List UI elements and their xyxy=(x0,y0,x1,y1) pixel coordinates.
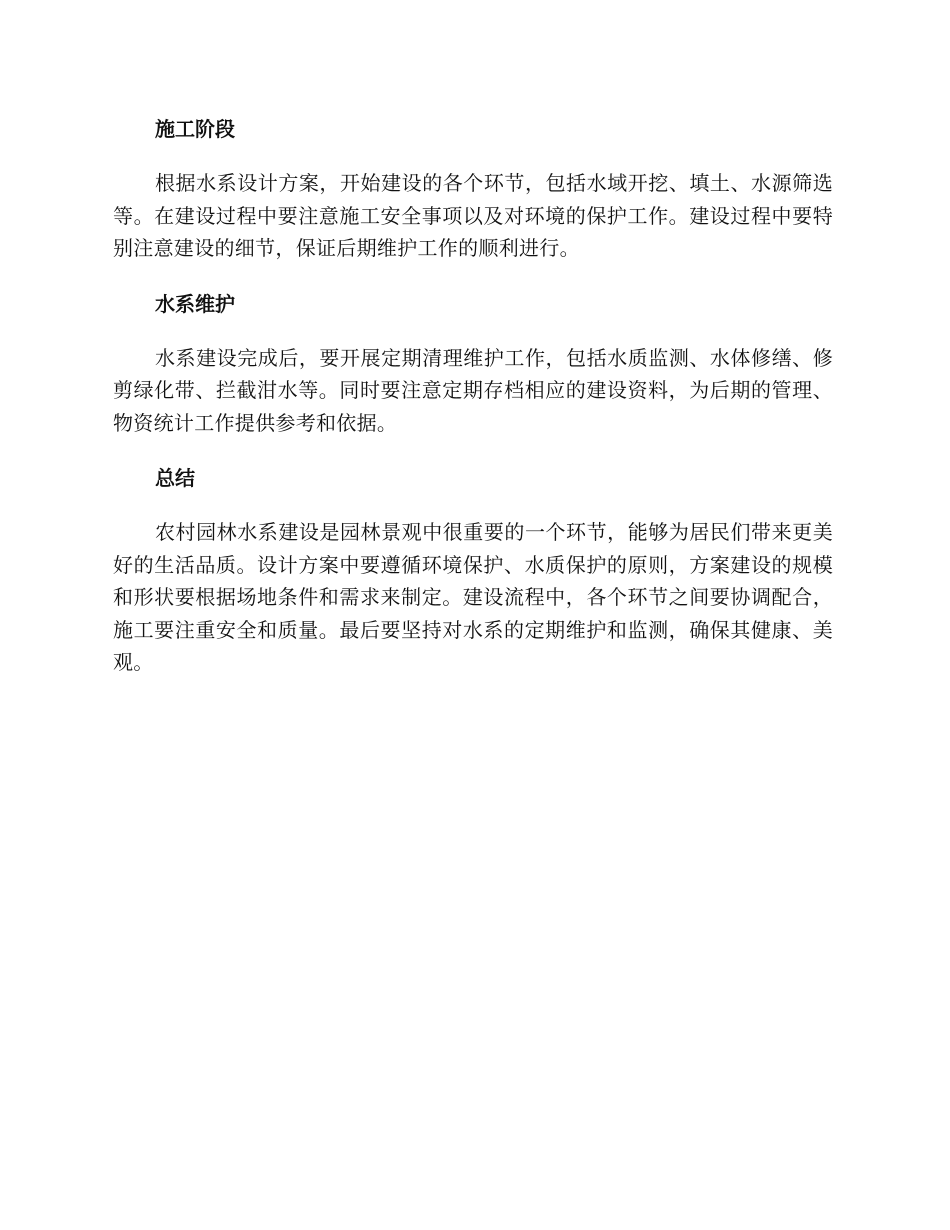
section-heading: 施工阶段 xyxy=(155,117,235,141)
section-heading: 水系维护 xyxy=(155,291,235,316)
section-paragraph: 水系建设完成后，要开展定期清理维护工作，包括水质监测、水体修缮、修剪绿化带、拦截泔水等。同时要注意定期存档相应的建设资料，为后期的管理、物资统计工作提供参考和依据。 xyxy=(113,345,833,435)
section-summary xyxy=(113,462,833,679)
section-paragraph: 根据水系设计方案，开始建设的各个环节，包括水域开挖、填土、水源筛选等。在建设过程中要注意施工安全事项以及对环境的保护工作。建设过程中要特别注意建设的细节，保证后期维护工作的顺利进行。 xyxy=(113,171,833,260)
section-construction-stage xyxy=(113,113,833,265)
section-paragraph: 农村园林水系建设是园林景观中很重要的一个环节，能够为居民们带来更美好的生活品质。设计方案中要遵循环境保护、水质保护的原则，方案建设的规模和形状要根据场地条件和需求来制定。建设流程中，各个环节之间要协调配合，施工要注重安全和质量。最后要坚持对水系的定期维护和监测，确保其健康、美观。 xyxy=(113,520,833,674)
section-water-maintenance xyxy=(113,288,833,440)
document-body xyxy=(113,113,833,702)
section-heading: 总结 xyxy=(155,466,195,490)
